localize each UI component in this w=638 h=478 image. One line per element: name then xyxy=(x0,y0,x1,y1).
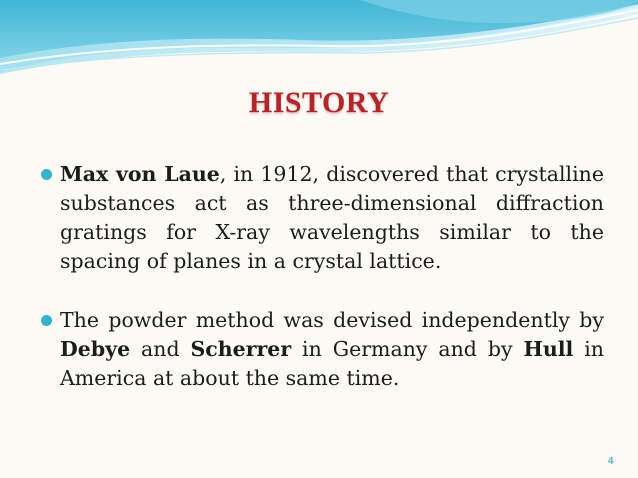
bullet-bold-text: Hull xyxy=(523,337,574,361)
slide-number: 4 xyxy=(607,456,614,467)
bullet-text: , in 1912, discovered that crystalline substances act as three-dimensional diffraction gratings for X-ray wavelengths similar to the spacing of planes in a crystal lattice. xyxy=(60,162,604,273)
header-wave-decoration xyxy=(0,0,638,80)
bullet-item-powder-method xyxy=(42,306,604,393)
bullet-text: and xyxy=(130,337,191,361)
bullet-dot-icon xyxy=(41,169,52,180)
bullet-bold-text: Scherrer xyxy=(190,337,292,361)
bullet-text: in America at about the same time. xyxy=(60,337,604,390)
bullet-dot-icon xyxy=(41,315,52,326)
bullet-bold-text: Max von Laue xyxy=(60,162,220,186)
bullet-text: The powder method was devised independently by xyxy=(60,308,604,332)
bullet-text: in Germany and by xyxy=(291,337,524,361)
bullet-bold-text: Debye xyxy=(60,337,131,361)
bullet-item-von-laue xyxy=(42,160,604,276)
bullet-list xyxy=(42,160,604,423)
slide-title: HISTORY xyxy=(248,86,390,119)
